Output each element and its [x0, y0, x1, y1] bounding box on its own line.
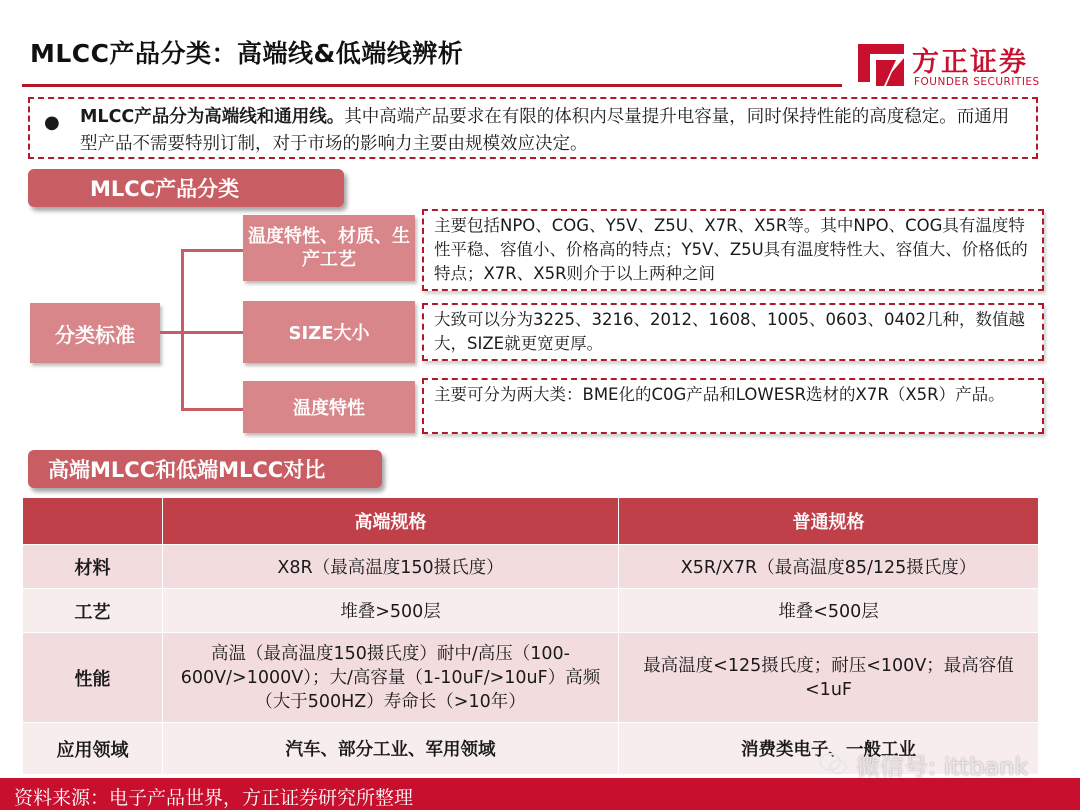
criterion-size: SIZE大小 [243, 301, 415, 363]
table-cell: 消费类电子、一般工业 [619, 723, 1039, 775]
comparison-table [22, 497, 1039, 775]
table-header-cell: 高端规格 [163, 498, 619, 545]
intro-bold: MLCC产品分为高端线和通用线。 [80, 107, 345, 127]
watermark [818, 746, 1058, 782]
logo-english-name: FOUNDER SECURITIES [914, 76, 1040, 88]
table-cell: X8R（最高温度150摄氏度） [163, 545, 619, 589]
table-cell: 堆叠<500层 [619, 589, 1039, 633]
table-header-row [23, 498, 1039, 545]
classification-root: 分类标准 [30, 303, 160, 363]
table-cell: 高温（最高温度150摄氏度）耐中/高压（100-600V/>1000V）；大/高容量（1-10uF/>10uF）高频（大于500HZ）寿命长（>10年） [163, 633, 619, 723]
criterion-temperature-material: 温度特性、材质、生产工艺 [243, 215, 415, 281]
connector-line [181, 408, 243, 411]
source-note: 资料来源：电子产品世界，方正证券研究所整理 [14, 787, 414, 809]
section-title-comparison: 高端MLCC和低端MLCC对比 [28, 450, 382, 488]
company-logo [856, 38, 1056, 94]
section-title-classification: MLCC产品分类 [28, 169, 344, 207]
table-cell: 最高温度<125摄氏度；耐压<100V；最高容值<1uF [619, 633, 1039, 723]
table-row [23, 589, 1039, 633]
row-header: 材料 [23, 545, 163, 589]
intro-text [50, 104, 1026, 158]
founder-logo-icon [856, 42, 906, 88]
intro-box [28, 97, 1038, 159]
connector-line [181, 249, 243, 252]
wechat-icon [818, 751, 848, 777]
table-row [23, 545, 1039, 589]
table-header-cell [23, 498, 163, 545]
row-header: 应用领域 [23, 723, 163, 775]
watermark-text: 微信号: ittbank [856, 752, 1029, 781]
criterion-description: 主要可分为两大类：BME化的C0G产品和LOWESR选材的X7R（X5R）产品。 [422, 378, 1044, 434]
table-row [23, 633, 1039, 723]
criterion-description: 主要包括NPO、COG、Y5V、Z5U、X7R、X5R等。其中NPO、COG具有温度特性平稳、容值小、价格高的特点；Y5V、Z5U具有温度特性大、容值大、价格低的特点；X7R、X5R则介于以上两种之间 [422, 209, 1044, 291]
criterion-temperature: 温度特性 [243, 381, 415, 433]
connector-line [181, 331, 243, 334]
connector-line [181, 249, 184, 410]
criterion-description: 大致可以分为3225、3216、2012、1608、1005、0603、0402几种，数值越大，SIZE就更宽更厚。 [422, 303, 1044, 361]
page-title: MLCC产品分类：高端线&低端线辨析 [30, 39, 464, 68]
row-header: 工艺 [23, 589, 163, 633]
table-cell: 汽车、部分工业、军用领域 [163, 723, 619, 775]
table-cell: 堆叠>500层 [163, 589, 619, 633]
table-cell: X5R/X7R（最高温度85/125摄氏度） [619, 545, 1039, 589]
table-header-cell: 普通规格 [619, 498, 1039, 545]
intro-rest: 其中高端产品要求在有限的体积内尽量提升电容量，同时保持性能的高度稳定。而通用型产品不需要特别订制，对于市场的影响力主要由规模效应决定。 [80, 107, 1010, 154]
logo-chinese-name: 方正证券 [912, 47, 1028, 78]
connector-line [160, 331, 182, 334]
title-underline [22, 84, 842, 87]
row-header: 性能 [23, 633, 163, 723]
bullet-icon: ● [44, 112, 60, 133]
